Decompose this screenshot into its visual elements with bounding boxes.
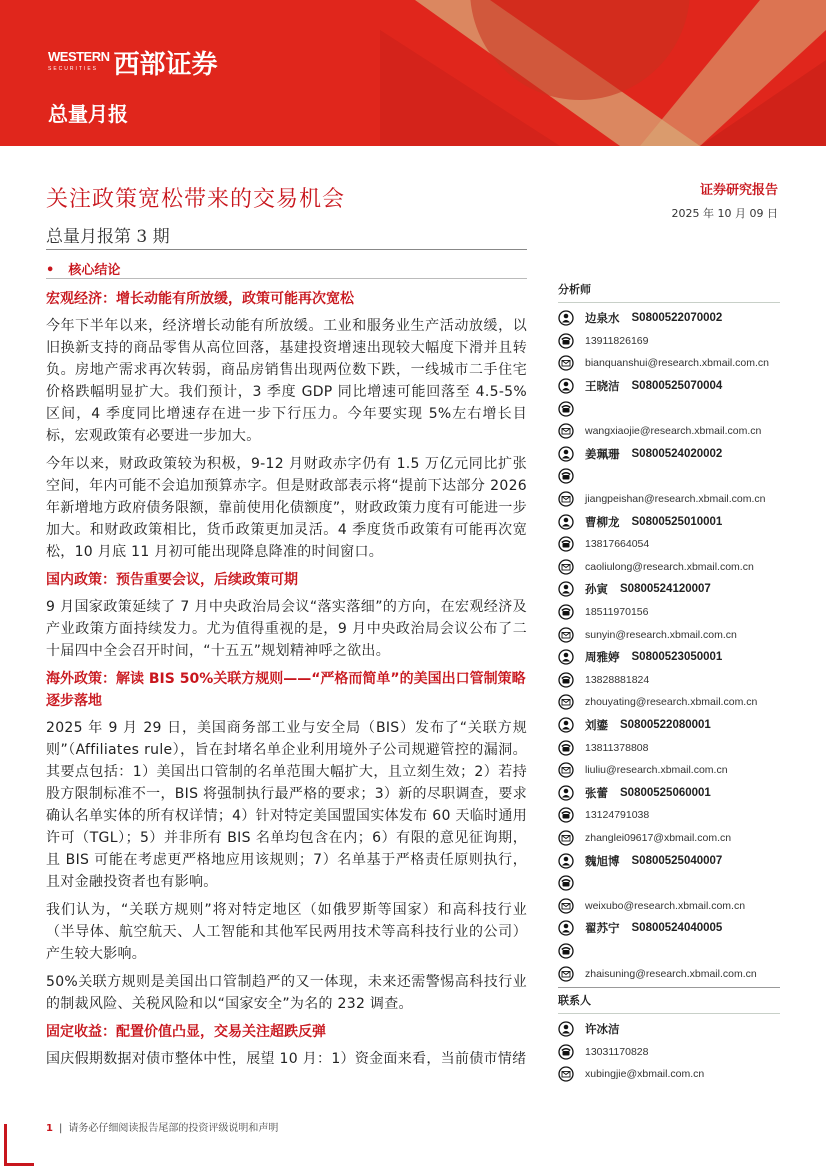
logo-english-sub: SECURITIES	[48, 65, 99, 72]
analyst-email[interactable]: caoliulong@research.xbmail.com.cn	[585, 560, 754, 573]
phone-icon	[558, 943, 574, 959]
email-icon	[558, 966, 574, 982]
person-icon	[558, 581, 574, 597]
analyst-email[interactable]: zhouyating@research.xbmail.com.cn	[585, 696, 758, 709]
phone-icon	[558, 1044, 574, 1060]
paragraph: 9 月国家政策延续了 7 月中央政治局会议“落实落细”的方向，在宏观经济及产业政策方面持续发力。尤为值得重视的是，9 月中央政治局会议公布了二十届四中全会召开时间，“十五五”规划精神呼之欲出。	[46, 599, 527, 659]
report-date: 2025 年 10 月 09 日	[671, 207, 778, 220]
analyst-name-row	[558, 510, 780, 533]
analyst-phone-row	[558, 397, 780, 420]
analyst-phone-row	[558, 872, 780, 895]
report-type: 证券研究报告	[699, 183, 778, 198]
analyst-phone-row	[558, 669, 780, 692]
email-icon	[558, 1066, 574, 1082]
person-icon	[558, 853, 574, 869]
analyst-email[interactable]: xubingjie@xbmail.com.cn	[585, 1068, 705, 1081]
analyst-name: 姜珮珊	[585, 446, 620, 461]
phone-icon	[558, 875, 574, 891]
person-icon	[558, 378, 574, 394]
analyst-name: 边泉水	[585, 311, 620, 326]
phone-icon	[558, 740, 574, 756]
analyst-email[interactable]: bianquanshui@research.xbmail.com.cn	[585, 357, 770, 370]
paragraph: 我们认为，“关联方规则”将对特定地区（如俄罗斯等国家）和高科技行业（半导体、航空航天、人工智能和其他军民两用技术等高科技行业的公司）产生较大影响。	[46, 902, 527, 962]
paragraph: 2025 年 9 月 29 日，美国商务部工业与安全局（BIS）发布了“关联方规则”（Affiliates rule），旨在封堵名单企业利用境外子公司规避管控的漏洞。其要点包括：1）美国出口管制的名单范围大幅扩大，且立刻生效；2）若持股方限制标准不一，BIS 将强制执行最严格的要求；3）新的尽职调查，要求确认名单实体的所有权详情；4）针对特定美国盟国实体发布 60 天临时通用许可（TGL）；5）并非所有 BIS 名单均包含在内；6）有限的意见征询期，且 BIS 可能在考虑更严格地应用该规则；7）名单基于严格责任原则执行，且对金融投资者也有影响。	[46, 720, 527, 890]
phone-icon	[558, 604, 574, 620]
analyst-email[interactable]: jiangpeishan@research.xbmail.com.cn	[585, 493, 766, 506]
analyst-phone-row	[558, 465, 780, 488]
analyst-phone-row	[558, 804, 780, 827]
analyst-phone: 13828881824	[585, 673, 650, 686]
analyst-license: S0800524020002	[631, 447, 723, 460]
person-icon	[558, 310, 574, 326]
analysts-label: 分析师	[558, 281, 780, 303]
report-series: 总量月报	[48, 102, 128, 126]
core-conclusion-label	[46, 259, 120, 278]
analyst-email[interactable]: zhaisuning@research.xbmail.com.cn	[585, 967, 757, 980]
analyst-email[interactable]: wangxiaojie@research.xbmail.com.cn	[585, 425, 762, 438]
email-icon	[558, 627, 574, 643]
analyst-phone: 13124791038	[585, 809, 650, 822]
analyst-name: 周雅婷	[585, 650, 620, 665]
corner-bracket	[4, 1124, 34, 1166]
analyst-name-row	[558, 578, 780, 601]
paragraph: 50%关联方规则是美国出口管制趋严的又一体现，未来还需警惕高科技行业的制裁风险、关税风险和以“国家安全”为名的 232 调查。	[46, 974, 527, 1012]
phone-icon	[558, 807, 574, 823]
divider	[46, 249, 527, 250]
analyst-email[interactable]: liuliu@research.xbmail.com.cn	[585, 764, 728, 777]
analyst-license: S0800522080001	[620, 718, 711, 731]
sidebar-analysts	[558, 281, 780, 1086]
phone-icon	[558, 536, 574, 552]
analyst-name-row	[558, 849, 780, 872]
email-icon	[558, 830, 574, 846]
analyst-email-row	[558, 488, 780, 511]
analyst-email-row	[558, 352, 780, 375]
analyst-name-row	[558, 307, 780, 330]
paragraph: 今年下半年以来，经济增长动能有所放缓。工业和服务业生产活动放缓，以旧换新支持的商品零售从高位回落，基建投资增速出现较大幅度下滑并且转负。房地产需求再次转弱，商品房销售出现两位数下跌，一线城市二手住宅价格跌幅明显扩大。我们预计，3 季度 GDP 同比增速可能回落至 4.5-5%区间，4 季度同比增速存在进一步下行压力。今年要实现 5%左右增长目标，宏观政策有必要进一步加大。	[46, 318, 527, 444]
analyst-email-row	[558, 827, 780, 850]
analyst-phone: 13031170828	[585, 1045, 649, 1058]
company-logo	[48, 44, 218, 81]
analyst-name-row	[558, 1018, 780, 1041]
person-icon	[558, 649, 574, 665]
analyst-phone-row	[558, 940, 780, 963]
report-title: 关注政策宽松带来的交易机会	[46, 187, 346, 212]
phone-icon	[558, 401, 574, 417]
analyst-name: 刘鎏	[585, 717, 608, 732]
person-icon	[558, 920, 574, 936]
analyst-email-row	[558, 556, 780, 579]
contacts-label: 联系人	[558, 987, 780, 1014]
analyst-license: S0800524120007	[620, 583, 711, 596]
analyst-email[interactable]: zhanglei09617@xbmail.com.cn	[585, 831, 732, 844]
analyst-email[interactable]: weixubo@research.xbmail.com.cn	[585, 899, 746, 912]
analyst-phone: 13911826169	[585, 334, 649, 347]
report-subtitle: 总量月报第 3 期	[46, 227, 170, 247]
divider	[46, 278, 527, 279]
email-icon	[558, 898, 574, 914]
email-icon	[558, 355, 574, 371]
page-number: 1	[46, 1123, 53, 1134]
analyst-name-row	[558, 646, 780, 669]
analyst-phone-row	[558, 736, 780, 759]
analyst-license: S0800523050001	[631, 651, 723, 664]
section-heading: 海外政策：解读 BIS 50%关联方规则——“严格而简单”的美国出口管制策略逐步落地	[46, 671, 526, 709]
person-icon	[558, 446, 574, 462]
phone-icon	[558, 468, 574, 484]
header-banner	[0, 0, 826, 146]
analyst-name-row	[558, 781, 780, 804]
analyst-license: S0800525070004	[631, 380, 723, 393]
analyst-phone-row	[558, 533, 780, 556]
analyst-license: S0800524040005	[631, 922, 723, 935]
analyst-phone-row	[558, 330, 780, 353]
analyst-email-row	[558, 759, 780, 782]
analyst-name: 王晓洁	[585, 379, 620, 394]
analyst-email-row	[558, 962, 780, 985]
paragraph: 今年以来，财政政策较为积极，9-12 月财政赤字仍有 1.5 万亿元同比扩张空间，年内可能不会追加预算赤字。但是财政部表示将“提前下达部分 2026 年新增地方政府债务限额，靠前使用化债额度”，财政政策力度有可能进一步加大。和财政政策相比，货币政策更加灵活。4 季度货币政策有可能再次宽松，10 月底 11 月初可能出现降息降准的时间窗口。	[46, 456, 527, 560]
bullet-icon: •	[46, 263, 55, 278]
analyst-name: 孙寅	[585, 582, 608, 597]
person-icon	[558, 785, 574, 801]
logo-english	[48, 48, 110, 75]
analyst-email-row	[558, 691, 780, 714]
person-icon	[558, 1021, 574, 1037]
analyst-email-row	[558, 894, 780, 917]
analyst-name-row	[558, 443, 780, 466]
analyst-phone: 13811378808	[585, 741, 649, 754]
analyst-phone-row	[558, 1040, 780, 1063]
analyst-license: S0800525010001	[631, 515, 723, 528]
logo-english-name: WESTERN	[48, 48, 110, 64]
email-icon	[558, 491, 574, 507]
email-icon	[558, 559, 574, 575]
analyst-email-row	[558, 1063, 780, 1086]
email-icon	[558, 423, 574, 439]
section-heading: 固定收益：配置价值凸显，交易关注超跌反弹	[46, 1024, 326, 1040]
paragraph: 国庆假期数据对债市整体中性，展望 10 月：1）资金面来看，当前债市情绪	[46, 1051, 527, 1067]
analyst-license: S0800522070002	[631, 312, 723, 325]
analyst-phone: 18511970156	[585, 606, 649, 619]
analyst-name: 魏旭博	[585, 853, 620, 868]
analyst-email-row	[558, 623, 780, 646]
logo-chinese: 西部证券	[113, 50, 218, 80]
analyst-email-row	[558, 420, 780, 443]
analyst-name-row	[558, 917, 780, 940]
email-icon	[558, 694, 574, 710]
section-heading: 宏观经济：增长动能有所放缓，政策可能再次宽松	[46, 291, 354, 307]
email-icon	[558, 762, 574, 778]
analyst-phone-row	[558, 601, 780, 624]
analyst-name-row	[558, 375, 780, 398]
phone-icon	[558, 333, 574, 349]
analyst-phone: 13817664054	[585, 538, 650, 551]
analyst-license: S0800525040007	[631, 854, 723, 867]
analyst-name: 翟苏宁	[585, 921, 620, 936]
person-icon	[558, 717, 574, 733]
main-content	[46, 288, 527, 1076]
footer	[46, 1116, 527, 1136]
analyst-name-row	[558, 714, 780, 737]
footer-disclaimer: 请务必仔细阅读报告尾部的投资评级说明和声明	[68, 1123, 279, 1134]
person-icon	[558, 514, 574, 530]
analyst-email[interactable]: sunyin@research.xbmail.com.cn	[585, 628, 737, 641]
footer-separator: |	[58, 1123, 63, 1134]
section-heading: 国内政策：预告重要会议，后续政策可期	[46, 572, 298, 588]
analyst-name: 曹柳龙	[585, 514, 620, 529]
analyst-license: S0800525060001	[620, 786, 711, 799]
content-flow	[46, 288, 527, 1136]
analyst-name: 许冰洁	[585, 1022, 620, 1037]
phone-icon	[558, 672, 574, 688]
core-conclusion-text: 核心结论	[68, 263, 121, 278]
analyst-name: 张蕾	[585, 785, 608, 800]
